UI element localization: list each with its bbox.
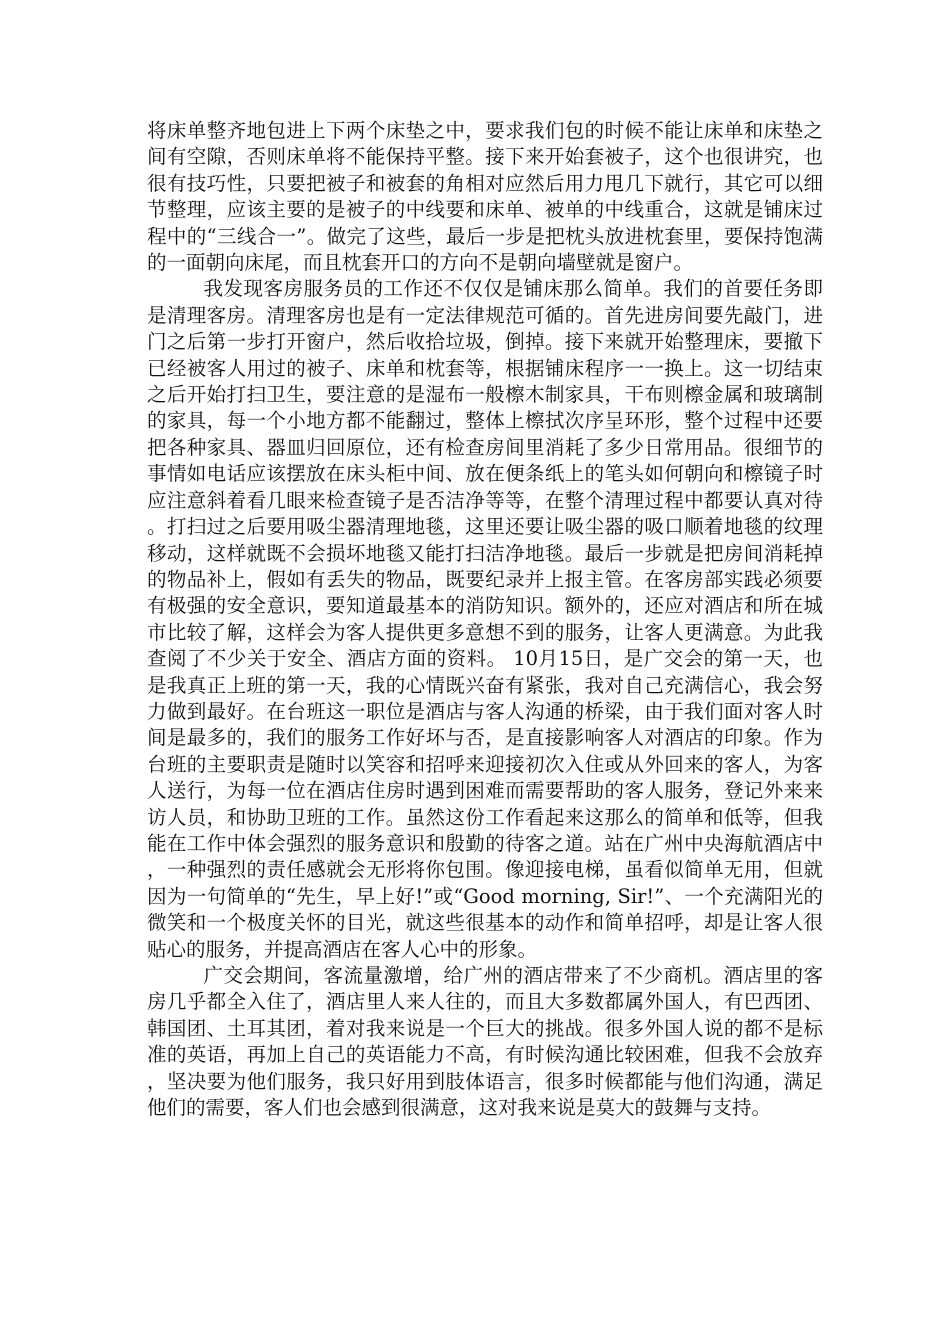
paragraph-room-cleaning: 我发现客房服务员的工作还不仅仅是铺床那么简单。我们的首要任务即是清理客房。清理客房也是有一定法律规范可循的。首先进房间要先敲门，进门之后第一步打开窗户，然后收拾垃圾，倒掉。接下来就开始整理床，要撤下已经被客人用过的被子、床单和枕套等，根据铺床程序一一换上。这一切结束之后开始打扫卫生，要注意的是湿布一般檫木制家具，干布则檫金属和玻璃制的家具，每一个小地方都不能翻过，整体上檫拭次序呈环形，整个过程中还要把各种家具、器皿归回原位，还有检查房间里消耗了多少日常用品。很细节的事情如电话应该摆放在床头柜中间、放在便条纸上的笔头如何朝向和檫镜子时应注意斜着看几眼来检查镜子是否洁净等等，在整个清理过程中都要认真对待。打扫过之后要用吸尘器清理地毯，这里还要让吸尘器的吸口顺着地毯的纹理移动，这样就既不会损坏地毯又能打扫洁净地毯。最后一步就是把房间消耗掉的物品补上，假如有丢失的物品，既要纪录并上报主管。在客房部实践必须要有极强的安全意识，要知道最基本的消防知识。额外的，还应对酒店和所在城市比较了解，这样会为客人提供更多意想不到的服务，让客人更满意。为此我查阅了不少关于安全、酒店方面的资料。 10月15日，是广交会的第一天，也是我真正上班的第一天，我的心情既兴奋有紧张，我对自己充满信心，我会努力做到最好。在台班这一职位是酒店与客人沟通的桥梁，由于我们面对客人时间是最多的，我们的服务工作好坏与否，是直接影响客人对酒店的印象。作为台班的主要职责是随时以笑容和招呼来迎接初次入住或从外回来的客人，为客人送行，为每一位在酒店住房时遇到困难而需要帮助的客人服务，登记外来来访人员，和协助卫班的工作。虽然这份工作看起来这那么的简单和低等，但我能在工作中体会强烈的服务意识和殷勤的待客之道。站在广州中央海航酒店中，一种强烈的责任感就会无形将你包围。像迎接电梯，虽看似简单无用，但就因为一句简单的“先生，早上好!”或“Good morning, Sir!”、一个充满阳光的微笑和一个极度关怀的目光，就这些很基本的动作和简单招呼，却是让客人很贴心的服务，并提高酒店在客人心中的形象。 bbox=[147, 277, 823, 961]
paragraph-canton-fair: 广交会期间，客流量激增，给广州的酒店带来了不少商机。酒店里的客房几乎都全入住了，酒店里人来人往的，而且大多数都属外国人，有巴西团、韩国团、土耳其团，着对我来说是一个巨大的挑战。很多外国人说的都不是标准的英语，再加上自己的英语能力不高，有时候沟通比较困难，但我不会放弃，坚决要为他们服务，我只好用到肢体语言，很多时候都能与他们沟通，满足他们的需要，客人们也会感到很满意，这对我来说是莫大的鼓舞与支持。 bbox=[147, 964, 823, 1120]
document-page bbox=[147, 118, 823, 1121]
paragraph-bed-making: 将床单整齐地包进上下两个床垫之中，要求我们包的时候不能让床单和床垫之间有空隙，否则床单将不能保持平整。接下来开始套被子，这个也很讲究，也很有技巧性，只要把被子和被套的角相对应然后用力甩几下就行，其它可以细节整理，应该主要的是被子的中线要和床单、被单的中线重合，这就是铺床过程中的“三线合一”。做完了这些，最后一步是把枕头放进枕套里，要保持饱满的一面朝向床尾，而且枕套开口的方向不是朝向墙壁就是窗户。 bbox=[147, 119, 823, 275]
